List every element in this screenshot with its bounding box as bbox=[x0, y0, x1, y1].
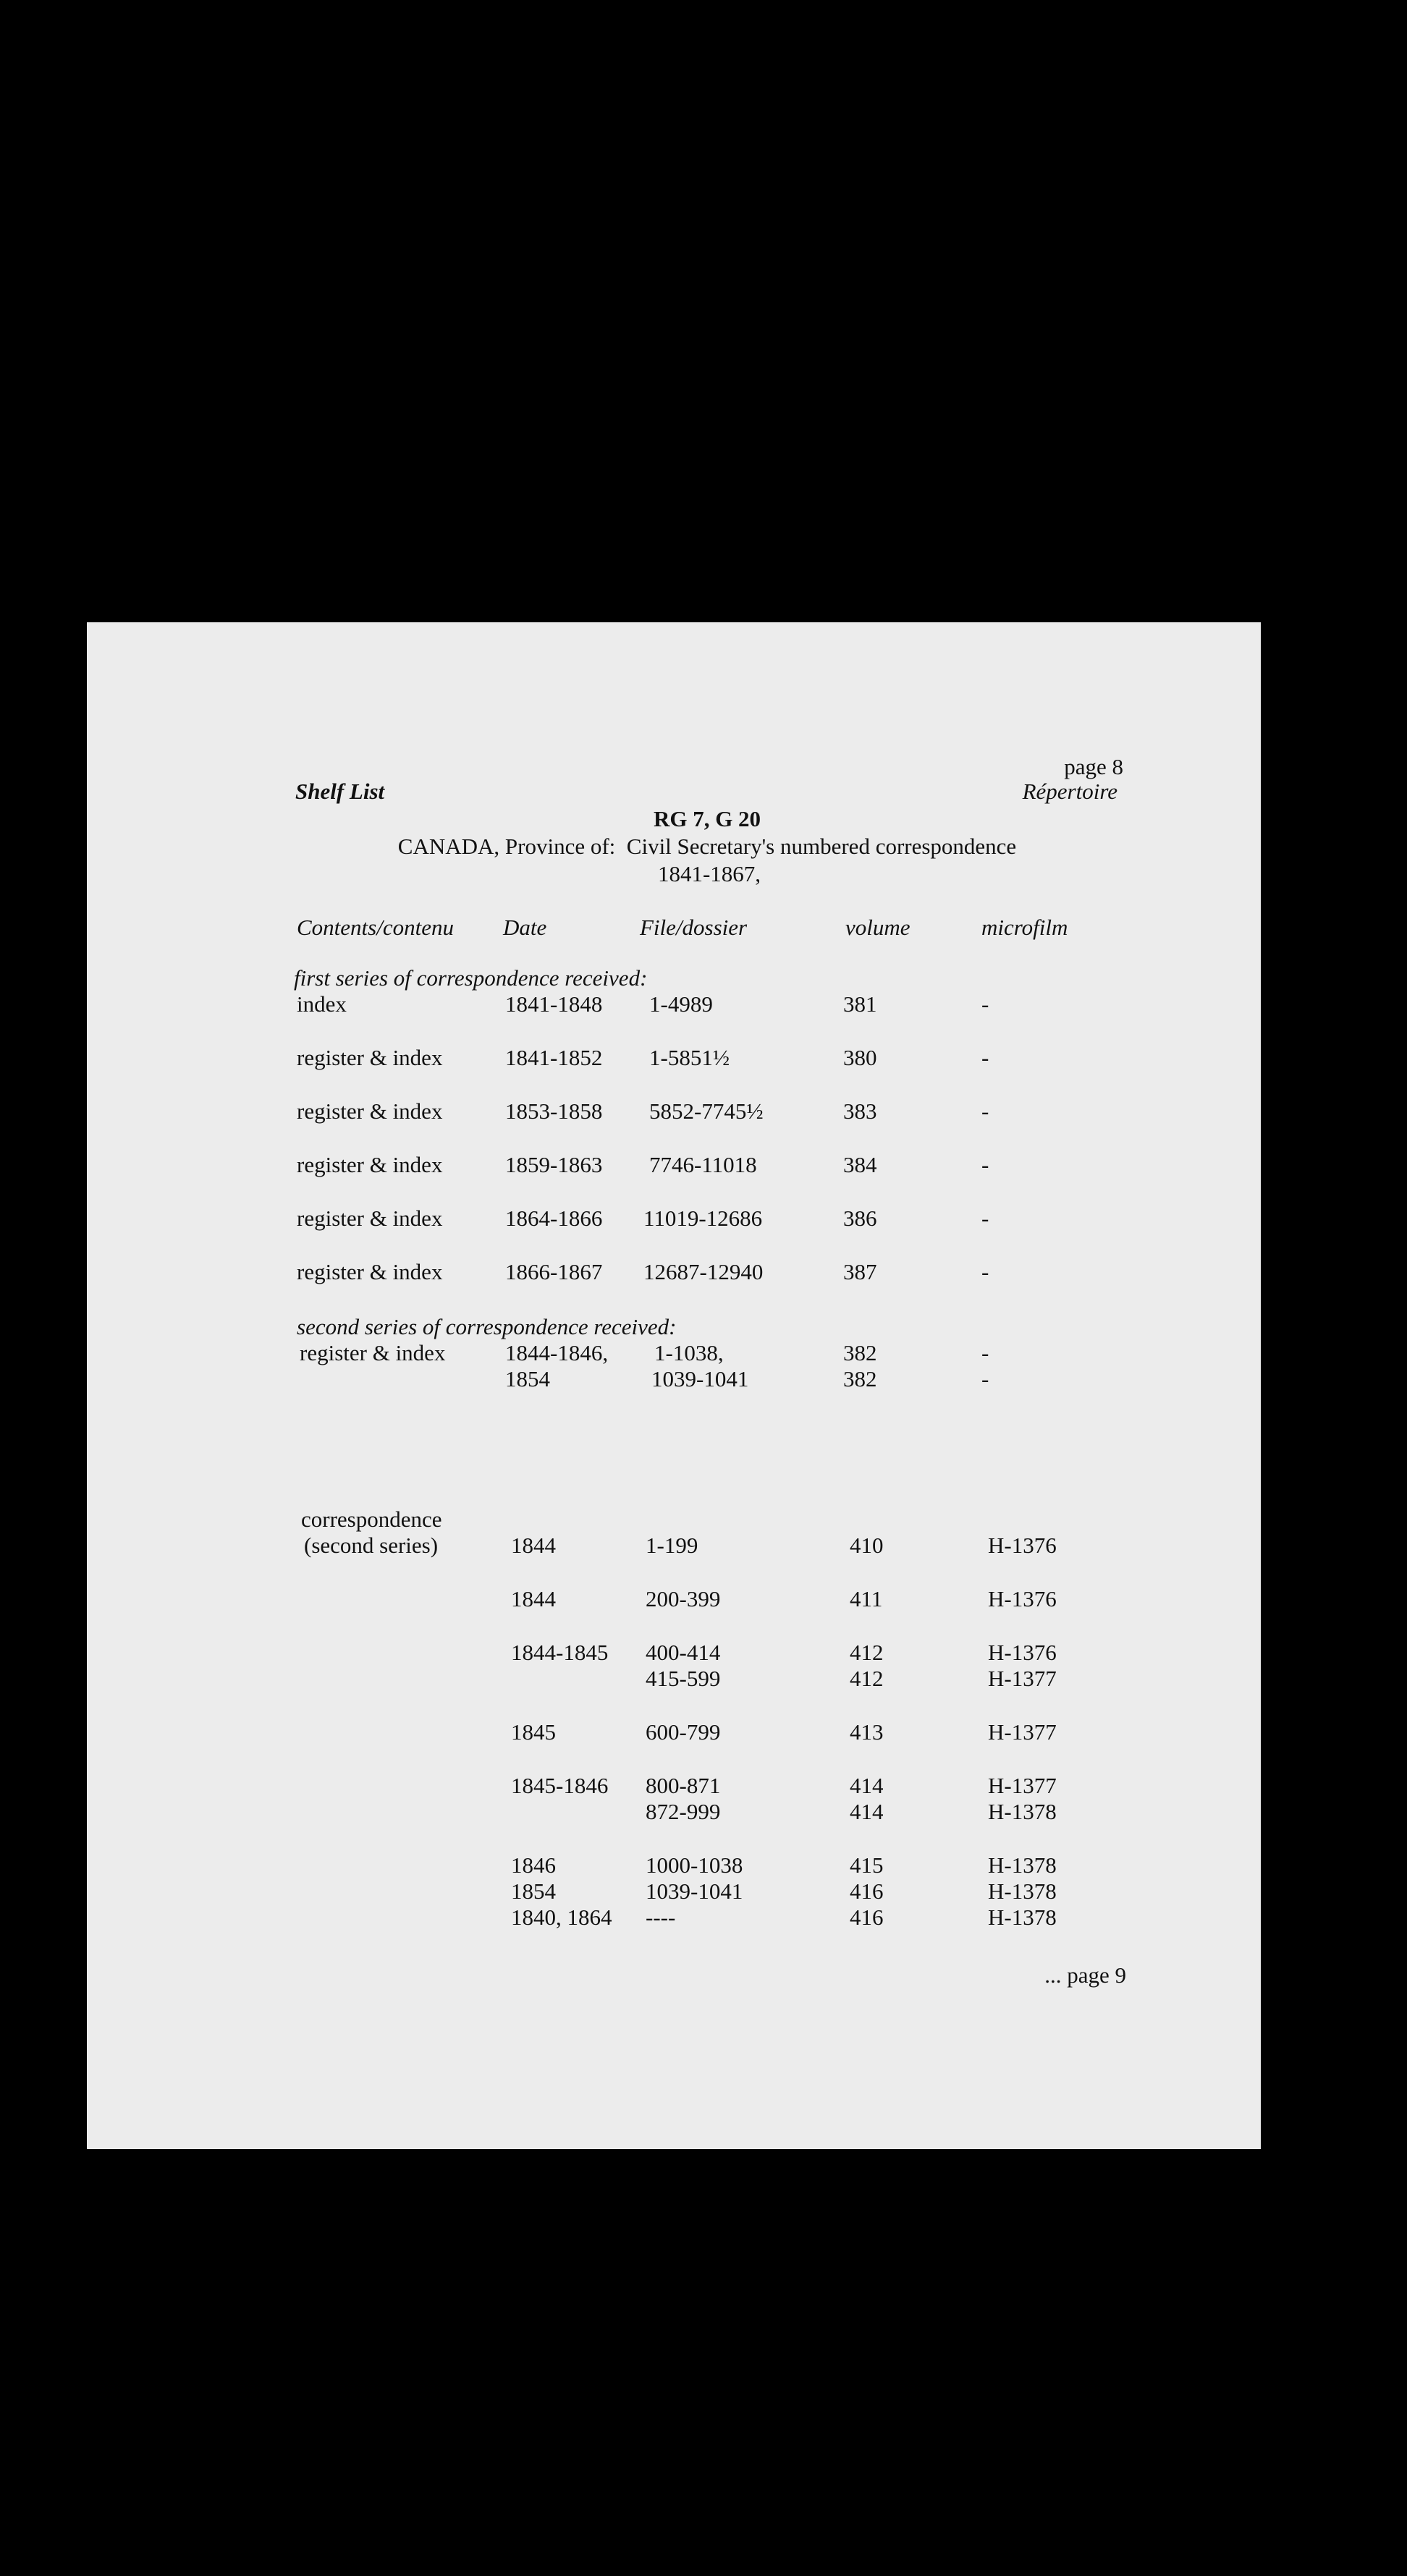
row-file: ---- bbox=[646, 1905, 676, 1930]
row-file: 872-999 bbox=[646, 1799, 721, 1824]
row-file: 415-599 bbox=[646, 1666, 721, 1691]
row-contents: index bbox=[297, 991, 347, 1017]
row-volume: 412 bbox=[850, 1666, 884, 1691]
row-file: 11019-12686 bbox=[643, 1206, 763, 1231]
correspondence-label: correspondence bbox=[301, 1507, 442, 1532]
row-microfilm: - bbox=[981, 991, 989, 1017]
row-microfilm: H-1376 bbox=[988, 1586, 1057, 1611]
column-header-microfilm: microfilm bbox=[981, 915, 1068, 940]
column-header-volume: volume bbox=[845, 915, 910, 940]
row-contents: register & index bbox=[297, 1259, 443, 1284]
row-date: 1866-1867 bbox=[505, 1259, 603, 1284]
row-microfilm: - bbox=[981, 1366, 989, 1391]
row-volume: 383 bbox=[843, 1098, 877, 1124]
row-microfilm: H-1378 bbox=[988, 1852, 1057, 1878]
repertoire-label: Répertoire bbox=[1022, 779, 1117, 804]
column-header-contents: Contents/contenu bbox=[297, 915, 454, 940]
row-volume: 410 bbox=[850, 1533, 884, 1558]
row-volume: 411 bbox=[850, 1586, 883, 1611]
row-volume: 415 bbox=[850, 1852, 884, 1878]
row-volume: 382 bbox=[843, 1340, 877, 1365]
row-microfilm: H-1377 bbox=[988, 1719, 1057, 1745]
row-file: 1039-1041 bbox=[646, 1878, 743, 1904]
row-date: 1844-1845 bbox=[511, 1640, 609, 1665]
row-file: 1000-1038 bbox=[646, 1852, 743, 1878]
row-microfilm: H-1378 bbox=[988, 1905, 1057, 1930]
row-file: 12687-12940 bbox=[643, 1259, 764, 1284]
row-microfilm: H-1378 bbox=[988, 1799, 1057, 1824]
row-microfilm: H-1377 bbox=[988, 1666, 1057, 1691]
column-header-file: File/dossier bbox=[640, 915, 748, 940]
row-volume: 416 bbox=[850, 1905, 884, 1930]
row-date: 1859-1863 bbox=[505, 1152, 603, 1177]
row-microfilm: H-1376 bbox=[988, 1640, 1057, 1665]
row-date: 1864-1866 bbox=[505, 1206, 603, 1231]
continued-page-note: ... page 9 bbox=[1044, 1962, 1126, 1988]
row-date: 1854 bbox=[511, 1878, 556, 1904]
row-date: 1844 bbox=[511, 1533, 556, 1558]
row-volume: 384 bbox=[843, 1152, 877, 1177]
row-volume: 414 bbox=[850, 1773, 884, 1798]
row-microfilm: - bbox=[981, 1045, 989, 1070]
row-date: 1841-1852 bbox=[505, 1045, 603, 1070]
row-file: 7746-11018 bbox=[649, 1152, 757, 1177]
row-date: 1853-1858 bbox=[505, 1098, 603, 1124]
row-date: 1844 bbox=[511, 1586, 556, 1611]
row-microfilm: - bbox=[981, 1152, 989, 1177]
row-date: 1840, 1864 bbox=[511, 1905, 612, 1930]
row-contents: register & index bbox=[297, 1045, 443, 1070]
row-file: 400-414 bbox=[646, 1640, 721, 1665]
row-date: 1854 bbox=[505, 1366, 550, 1391]
row-file: 1-1038, bbox=[654, 1340, 724, 1365]
row-date: 1841-1848 bbox=[505, 991, 603, 1017]
row-volume: 414 bbox=[850, 1799, 884, 1824]
row-date: 1845 bbox=[511, 1719, 556, 1745]
row-file: 800-871 bbox=[646, 1773, 721, 1798]
row-volume: 386 bbox=[843, 1206, 877, 1231]
second-series-heading: second series of correspondence received: bbox=[297, 1314, 677, 1339]
row-volume: 412 bbox=[850, 1640, 884, 1665]
row-contents: register & index bbox=[297, 1206, 443, 1231]
first-series-heading: first series of correspondence received: bbox=[294, 965, 648, 991]
row-date: 1845-1846 bbox=[511, 1773, 609, 1798]
row-volume: 413 bbox=[850, 1719, 884, 1745]
row-microfilm: H-1378 bbox=[988, 1878, 1057, 1904]
shelf-list-label: Shelf List bbox=[295, 779, 385, 804]
row-microfilm: - bbox=[981, 1259, 989, 1284]
row-file: 1-5851½ bbox=[649, 1045, 730, 1070]
record-group-ref: RG 7, G 20 bbox=[653, 806, 761, 831]
row-file: 600-799 bbox=[646, 1719, 721, 1745]
row-volume: 387 bbox=[843, 1259, 877, 1284]
row-date: 1846 bbox=[511, 1852, 556, 1878]
row-microfilm: - bbox=[981, 1206, 989, 1231]
date-range: 1841-1867, bbox=[657, 861, 761, 886]
correspondence-sublabel: (second series) bbox=[304, 1533, 439, 1558]
row-microfilm: H-1376 bbox=[988, 1533, 1057, 1558]
row-microfilm: H-1377 bbox=[988, 1773, 1057, 1798]
row-volume: 381 bbox=[843, 991, 877, 1017]
row-contents: register & index bbox=[297, 1098, 443, 1124]
row-contents: register & index bbox=[297, 1152, 443, 1177]
row-contents: register & index bbox=[300, 1340, 446, 1365]
row-file: 200-399 bbox=[646, 1586, 721, 1611]
row-microfilm: - bbox=[981, 1340, 989, 1365]
row-microfilm: - bbox=[981, 1098, 989, 1124]
row-volume: 382 bbox=[843, 1366, 877, 1391]
row-volume: 416 bbox=[850, 1878, 884, 1904]
row-file: 1039-1041 bbox=[651, 1366, 749, 1391]
row-date: 1844-1846, bbox=[505, 1340, 609, 1365]
row-file: 1-4989 bbox=[649, 991, 713, 1017]
page-number: page 8 bbox=[1064, 754, 1123, 779]
document-page bbox=[87, 622, 1261, 2149]
row-file: 5852-7745½ bbox=[649, 1098, 764, 1124]
column-header-date: Date bbox=[503, 915, 547, 940]
row-volume: 380 bbox=[843, 1045, 877, 1070]
row-file: 1-199 bbox=[646, 1533, 698, 1558]
document-title: CANADA, Province of: Civil Secretary's numbered correspondence bbox=[397, 834, 1017, 859]
